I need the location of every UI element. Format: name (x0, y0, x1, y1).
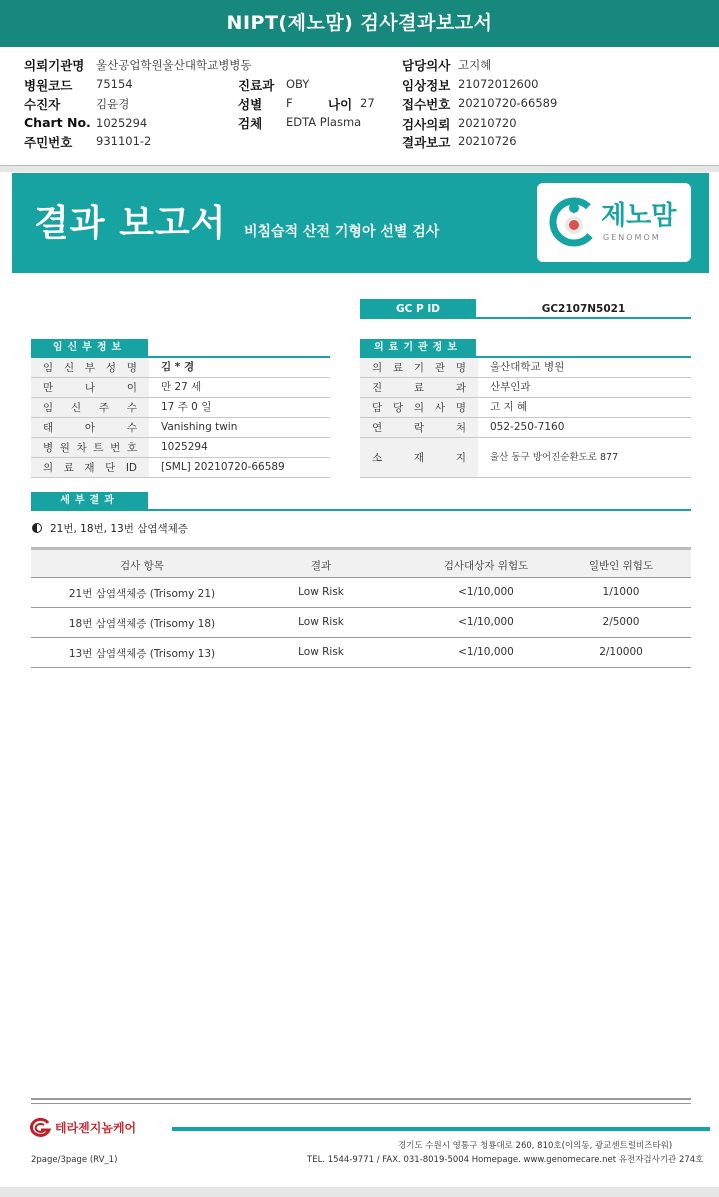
pregnant-info-value: 17 주 0 일 (161, 401, 212, 413)
pregnant-info-label-char: 트 (93, 442, 104, 454)
result-cell: Low Risk (298, 646, 344, 658)
pregnant-info-value: Vanishing twin (161, 421, 238, 433)
gcpid-label: GC P ID (360, 299, 476, 319)
institution-info-row (360, 418, 691, 438)
institution-info-value: 울산 동구 방어진순환도로 877 (490, 452, 619, 463)
subject-risk-cell: <1/10,000 (458, 616, 514, 628)
result-cell: Low Risk (298, 586, 344, 598)
institution-info-label-char: 연 (372, 422, 383, 434)
test-item-cell: 18번 삼염색체증 (Trisomy 18) (68, 618, 216, 630)
chart-no-value: 1025294 (96, 116, 148, 130)
age-value: 27 (360, 96, 375, 110)
terragen-logo (28, 1117, 136, 1141)
institution-info-label-char: 의 (372, 362, 383, 374)
logo-subtext: GENOMOM (603, 233, 661, 242)
clinical-info-label: 임상정보 (402, 78, 451, 93)
pregnant-info-label-char: 임 (43, 362, 54, 374)
pregnant-info-value: 1025294 (161, 441, 208, 453)
results-table-header (31, 547, 691, 578)
column-header-subject-risk: 검사대상자 위험도 (443, 560, 529, 572)
pregnant-info-label-char: 성 (105, 362, 117, 374)
pregnant-info-label-char: 신 (63, 362, 75, 374)
institution-info-label-char: 명 (455, 362, 466, 374)
half-circle-icon (32, 523, 42, 533)
institution-info-label-char: 락 (413, 422, 425, 434)
test-item-cell: 13번 삼염색체증 (Trisomy 13) (68, 648, 216, 660)
gcpid-value: GC2107N5021 (476, 299, 691, 319)
pregnant-info-label-char: 나 (84, 382, 96, 394)
pregnant-info-label-char: 태 (43, 422, 54, 434)
report-header-info (0, 48, 719, 166)
institution-info-label-char: 명 (455, 402, 466, 414)
institution-info-label (360, 418, 478, 437)
pregnant-info-label (31, 358, 149, 377)
footer-divider (31, 1098, 691, 1100)
pregnant-info-label-char: 주 (98, 402, 110, 414)
institution-info-label-char: 관 (434, 362, 446, 374)
result-report-label: 결과보고 (402, 135, 451, 150)
institution-info-value: 산부인과 (490, 381, 531, 393)
pregnant-info-row (31, 378, 330, 398)
pregnant-info-label (31, 398, 149, 417)
result-cell: Low Risk (298, 616, 344, 628)
terragen-logo-icon (28, 1118, 52, 1138)
institution-info-row (360, 358, 691, 378)
requesting-institution-label: 의뢰기관명 (24, 58, 85, 73)
resident-number-value: 931101-2 (96, 134, 152, 148)
table-row (31, 578, 691, 608)
institution-info-label-char: 처 (455, 422, 466, 434)
specimen-label: 검체 (238, 116, 263, 131)
logo-text: 제노맘 (601, 201, 677, 231)
institution-info-label (360, 358, 478, 377)
pregnant-info-label-char: 만 (43, 382, 54, 394)
genomom-logo-icon (549, 197, 599, 247)
specimen-value: EDTA Plasma (286, 115, 362, 129)
pregnant-info-tab: 임신부정보 (31, 339, 148, 357)
institution-info-label-char: 재 (413, 452, 425, 464)
pregnant-info-label-char: 신 (70, 402, 82, 414)
test-request-label: 검사의뢰 (402, 117, 451, 132)
footer-contact: TEL. 1544-9771 / FAX. 031-8019-5004 Homepage. www.genomecare.net 유전자검사기관 274호 (307, 1155, 704, 1165)
department-label: 진료과 (238, 78, 275, 93)
footer-address: 경기도 수원시 영통구 청룡대로 260, 810호(이의동, 광교센트럴비즈타워) (398, 1141, 673, 1151)
report-title: NIPT(제노맘) 검사결과보고서 (0, 0, 719, 47)
pregnant-info-label-char: 부 (84, 362, 96, 374)
subject-risk-cell: <1/10,000 (458, 586, 514, 598)
institution-info-row (360, 398, 691, 418)
institution-info-label-char: 진 (372, 382, 383, 394)
pregnant-info-label-char: 원 (59, 442, 70, 454)
pregnant-info-label (31, 378, 149, 397)
pregnant-info-label-char: 아 (84, 422, 96, 434)
institution-info-label-char: 의 (413, 402, 425, 414)
receipt-number-label: 접수번호 (402, 97, 451, 112)
general-risk-cell: 1/1000 (602, 586, 640, 598)
institution-info-label-char: 지 (455, 452, 466, 464)
sex-value: F (286, 96, 293, 110)
details-divider (31, 509, 691, 511)
pregnant-info-label-char: 병 (43, 442, 54, 454)
pregnant-info-label-char: 료 (63, 462, 74, 474)
result-report-value: 20210726 (458, 134, 517, 148)
footer-divider-thin (31, 1103, 691, 1104)
pregnant-info-label (31, 438, 149, 457)
test-item-cell: 21번 삼염색체증 (Trisomy 21) (68, 588, 216, 600)
pregnant-info-row (31, 438, 330, 458)
details-subheading-text: 21번, 18번, 13번 삼염색체증 (50, 523, 188, 535)
chart-no-label: Chart No. (24, 115, 91, 130)
department-value: OBY (286, 77, 310, 91)
column-header-result: 결과 (310, 560, 332, 572)
pregnant-info-label-char: 차 (76, 442, 87, 454)
resident-number-label: 주민번호 (24, 135, 73, 150)
institution-info-label-char: 과 (455, 382, 466, 394)
column-header-test-item: 검사 항목 (120, 560, 164, 572)
pregnant-info-label-char: 호 (126, 442, 137, 454)
table-row (31, 608, 691, 638)
institution-info-row (360, 378, 691, 398)
institution-info-label-char: 소 (372, 452, 383, 464)
general-risk-cell: 2/5000 (602, 616, 640, 628)
institution-info-label-char: 당 (392, 402, 404, 414)
pregnant-info-label-char: 이 (126, 382, 137, 394)
company-name: 테라젠지놈케어 (55, 1121, 137, 1135)
doctor-value: 고지혜 (458, 58, 492, 72)
test-request-value: 20210720 (458, 116, 517, 130)
institution-info-label (360, 438, 478, 477)
pregnant-info-label-char: 수 (126, 422, 137, 434)
banner-subtitle: 비침습적 산전 기형아 선별 검사 (244, 224, 440, 240)
institution-info-label (360, 398, 478, 417)
patient-label: 수진자 (24, 97, 61, 112)
pregnant-info-value: 만 27 세 (161, 381, 202, 393)
pregnant-info-row (31, 398, 330, 418)
patient-value: 김윤경 (96, 97, 130, 111)
clinical-info-value: 21072012600 (458, 77, 539, 91)
genomom-logo (537, 183, 691, 262)
institution-info-tab: 의료기관정보 (360, 339, 476, 357)
pregnant-info-label-char: 임 (43, 402, 54, 414)
subject-risk-cell: <1/10,000 (458, 646, 514, 658)
pregnant-info-row (31, 418, 330, 438)
institution-info-label-char: 료 (392, 362, 404, 374)
institution-info-label-char: 료 (413, 382, 425, 394)
pregnant-info-label-char: ID (125, 461, 137, 474)
institution-info-label-char: 사 (434, 402, 446, 414)
institution-info-label-char: 담 (372, 402, 383, 414)
pregnant-info-value: 김 * 경 (161, 361, 195, 373)
pregnant-info-label (31, 458, 149, 477)
receipt-number-value: 20210720-66589 (458, 96, 558, 110)
table-row (31, 638, 691, 668)
requesting-institution-value: 울산공업학원울산대학교병병동 (96, 58, 252, 72)
details-tab: 세부결과 (31, 492, 148, 510)
report-banner (12, 173, 709, 273)
pregnant-info-value: [SML] 20210720-66589 (161, 461, 285, 473)
age-label: 나이 (328, 97, 353, 112)
pregnant-info-label (31, 418, 149, 437)
hospital-code-label: 병원코드 (24, 78, 73, 93)
institution-info-row (360, 438, 691, 478)
institution-info-label-char: 기 (413, 362, 425, 374)
page-number: 2page/3page (RV_1) (31, 1155, 118, 1165)
page-separator (0, 166, 719, 172)
pregnant-info-row (31, 458, 330, 478)
institution-info-value: 고 지 혜 (490, 401, 528, 413)
page-bottom-separator (0, 1187, 719, 1197)
pregnant-info-label-char: 번 (110, 442, 121, 454)
column-header-general-risk: 일반인 위험도 (588, 560, 654, 572)
footer-accent-bar (172, 1127, 710, 1131)
details-subheading (32, 521, 188, 536)
banner-title: 결과 보고서 (34, 203, 227, 244)
pregnant-info-label-char: 수 (126, 402, 137, 414)
pregnant-info-row (31, 358, 330, 378)
institution-info-label (360, 378, 478, 397)
pregnant-info-label-char: 명 (126, 362, 137, 374)
sex-label: 성별 (238, 97, 263, 112)
institution-info-value: 052-250-7160 (490, 421, 565, 433)
doctor-label: 담당의사 (402, 58, 451, 73)
pregnant-info-label-char: 의 (43, 462, 54, 474)
hospital-code-value: 75154 (96, 77, 133, 91)
general-risk-cell: 2/10000 (599, 646, 643, 658)
pregnant-info-label-char: 단 (105, 462, 116, 474)
institution-info-value: 울산대학교 병원 (490, 361, 565, 373)
pregnant-info-label-char: 재 (84, 462, 95, 474)
